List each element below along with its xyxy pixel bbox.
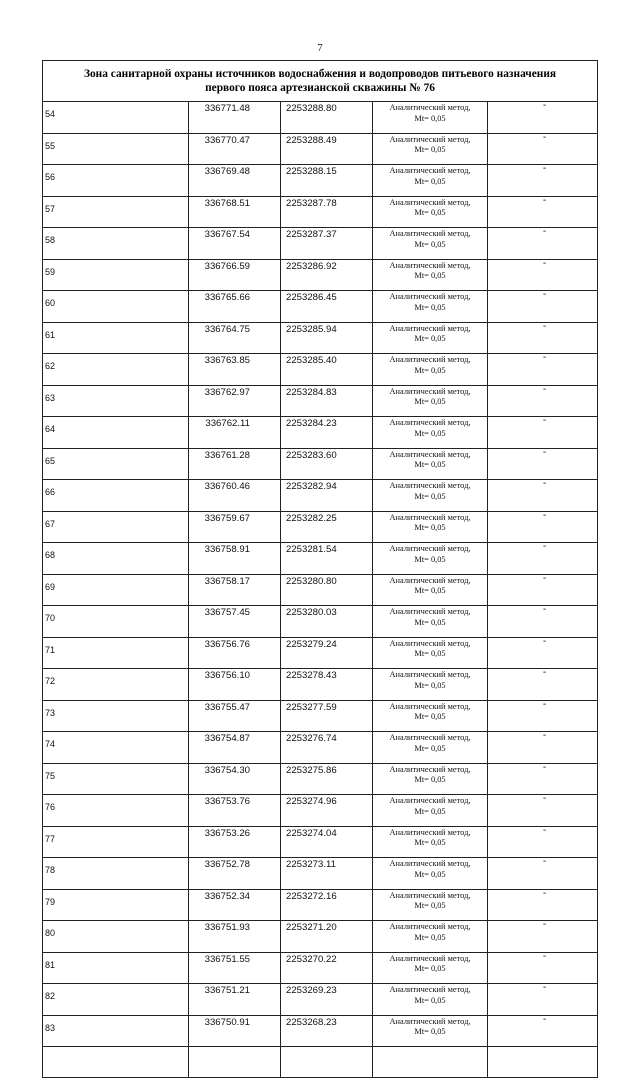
point-number: 55: [43, 133, 189, 165]
point-number: 74: [43, 732, 189, 764]
method-accuracy: Mt= 0,05: [414, 145, 446, 154]
empty-cell: [281, 1047, 373, 1078]
title-line-1: Зона санитарной охраны источников водоснабжения и водопроводов питьевого назначения: [83, 68, 557, 80]
description-cell: [488, 763, 598, 795]
coord-x: 336759.67: [189, 511, 281, 543]
coord-x: 336766.59: [189, 259, 281, 291]
coord-x: 336751.55: [189, 952, 281, 984]
dash-mark: -: [542, 889, 547, 899]
method-name: Аналитический метод,: [389, 859, 471, 868]
table-row: [43, 984, 598, 1016]
coord-x: 336760.46: [189, 480, 281, 512]
method-cell: [373, 858, 488, 890]
method-accuracy: Mt= 0,05: [414, 334, 446, 343]
method-accuracy: Mt= 0,05: [414, 460, 446, 469]
table-row: [43, 795, 598, 827]
point-number: 66: [43, 480, 189, 512]
point-number: 82: [43, 984, 189, 1016]
coord-x: 336758.17: [189, 574, 281, 606]
method-name: Аналитический метод,: [389, 418, 471, 427]
table-row: [43, 858, 598, 890]
method-accuracy: Mt= 0,05: [414, 775, 446, 784]
coord-y: 2253283.60: [281, 448, 373, 480]
table-row: [43, 637, 598, 669]
table-row: [43, 133, 598, 165]
coord-y: 2253287.37: [281, 228, 373, 260]
dash-mark: -: [542, 227, 547, 237]
coord-y: 2253274.96: [281, 795, 373, 827]
method-name: Аналитический метод,: [389, 575, 471, 585]
method-accuracy: Mt= 0,05: [414, 806, 446, 816]
description-cell: [488, 259, 598, 291]
coord-y: 2253276.74: [281, 732, 373, 764]
coord-y: 2253280.80: [281, 574, 373, 606]
description-cell: [488, 165, 598, 197]
table-row: [43, 763, 598, 795]
method-cell: [373, 952, 488, 984]
method-cell: [373, 795, 488, 827]
dash-mark: -: [542, 416, 547, 426]
coord-x: 336769.48: [189, 165, 281, 197]
description-cell: [488, 637, 598, 669]
dash-mark: -: [542, 259, 547, 269]
method-name: Аналитический метод,: [389, 796, 471, 805]
point-number: 83: [43, 1015, 189, 1047]
method-name: Аналитический метод,: [389, 229, 471, 238]
description-cell: [488, 480, 598, 512]
coord-y: 2253287.78: [281, 196, 373, 228]
description-cell: [488, 952, 598, 984]
method-accuracy: Mt= 0,05: [414, 239, 446, 249]
description-cell: [488, 1015, 598, 1047]
coord-x: 336764.75: [189, 322, 281, 354]
description-cell: [488, 574, 598, 606]
method-name: Аналитический метод,: [389, 544, 471, 553]
method-cell: [373, 417, 488, 449]
coord-x: 336762.97: [189, 385, 281, 417]
method-name: Аналитический метод,: [389, 292, 471, 301]
dash-mark: -: [542, 542, 547, 552]
coord-y: 2253288.80: [281, 102, 373, 134]
coord-x: 336768.51: [189, 196, 281, 228]
dash-mark: -: [542, 164, 547, 174]
table-row: [43, 826, 598, 858]
method-name: Аналитический метод,: [389, 733, 471, 742]
empty-cell: [189, 1047, 281, 1078]
coordinates-table: [42, 60, 598, 1078]
method-accuracy: Mt= 0,05: [414, 491, 446, 501]
table-row: [43, 511, 598, 543]
coord-x: 336757.45: [189, 606, 281, 638]
coord-x: 336750.91: [189, 1015, 281, 1047]
table-row: [43, 417, 598, 449]
coord-x: 336754.30: [189, 763, 281, 795]
coord-x: 336761.28: [189, 448, 281, 480]
coord-y: 2253275.86: [281, 763, 373, 795]
method-accuracy: Mt= 0,05: [414, 208, 446, 217]
dash-mark: -: [542, 605, 547, 615]
coord-x: 336767.54: [189, 228, 281, 260]
method-cell: [373, 1015, 488, 1047]
dash-mark: -: [542, 101, 547, 111]
method-accuracy: Mt= 0,05: [414, 838, 446, 847]
dash-mark: -: [542, 133, 547, 143]
table-row: [43, 606, 598, 638]
point-number: 65: [43, 448, 189, 480]
method-cell: [373, 165, 488, 197]
method-cell: [373, 826, 488, 858]
coord-y: 2253288.15: [281, 165, 373, 197]
dash-mark: -: [542, 511, 547, 521]
title-line-2: первого пояса артезианской скважины № 76: [205, 82, 435, 94]
method-accuracy: Mt= 0,05: [414, 901, 446, 910]
dash-mark: -: [542, 826, 547, 836]
point-number: 73: [43, 700, 189, 732]
coord-y: 2253286.92: [281, 259, 373, 291]
method-name: Аналитический метод,: [389, 355, 471, 364]
method-accuracy: Mt= 0,05: [414, 712, 446, 721]
table-row: [43, 165, 598, 197]
method-accuracy: Mt= 0,05: [414, 995, 446, 1005]
method-cell: [373, 984, 488, 1016]
method-name: Аналитический метод,: [389, 827, 471, 837]
dash-mark: -: [542, 794, 547, 804]
coord-y: 2253279.24: [281, 637, 373, 669]
coord-x: 336763.85: [189, 354, 281, 386]
method-cell: [373, 196, 488, 228]
dash-mark: -: [542, 353, 547, 363]
point-number: 61: [43, 322, 189, 354]
point-number: 80: [43, 921, 189, 953]
table-row: [43, 354, 598, 386]
method-accuracy: Mt= 0,05: [414, 302, 446, 312]
coord-y: 2253270.22: [281, 952, 373, 984]
dash-mark: -: [542, 290, 547, 300]
coord-x: 336762.11: [189, 417, 281, 449]
coord-y: 2253284.23: [281, 417, 373, 449]
coord-y: 2253282.94: [281, 480, 373, 512]
dash-mark: -: [542, 731, 547, 741]
dash-mark: -: [542, 448, 547, 458]
method-accuracy: Mt= 0,05: [414, 176, 446, 186]
method-accuracy: Mt= 0,05: [414, 554, 446, 564]
dash-mark: -: [542, 574, 547, 584]
method-cell: [373, 921, 488, 953]
method-accuracy: Mt= 0,05: [414, 428, 446, 438]
method-name: Аналитический метод,: [389, 890, 471, 900]
coord-x: 336770.47: [189, 133, 281, 165]
method-name: Аналитический метод,: [389, 512, 471, 522]
method-name: Аналитический метод,: [389, 638, 471, 648]
coord-x: 336753.76: [189, 795, 281, 827]
method-cell: [373, 480, 488, 512]
description-cell: [488, 291, 598, 323]
table-row: [43, 574, 598, 606]
method-accuracy: Mt= 0,05: [414, 869, 446, 879]
dash-mark: -: [542, 196, 547, 206]
coord-y: 2253281.54: [281, 543, 373, 575]
dash-mark: -: [542, 322, 547, 332]
method-accuracy: Mt= 0,05: [414, 680, 446, 690]
method-accuracy: Mt= 0,05: [414, 271, 446, 280]
coord-x: 336765.66: [189, 291, 281, 323]
dash-mark: -: [542, 668, 547, 678]
method-name: Аналитический метод,: [389, 481, 471, 490]
coord-y: 2253282.25: [281, 511, 373, 543]
method-accuracy: Mt= 0,05: [414, 586, 446, 595]
method-cell: [373, 448, 488, 480]
table-row: [43, 291, 598, 323]
description-cell: [488, 228, 598, 260]
coord-x: 336771.48: [189, 102, 281, 134]
method-cell: [373, 669, 488, 701]
point-number: 81: [43, 952, 189, 984]
coord-x: 336755.47: [189, 700, 281, 732]
point-number: 64: [43, 417, 189, 449]
method-accuracy: Mt= 0,05: [414, 964, 446, 973]
point-number: 57: [43, 196, 189, 228]
point-number: 77: [43, 826, 189, 858]
method-cell: [373, 354, 488, 386]
table-title: [43, 61, 598, 102]
table-header-row: [43, 61, 598, 102]
method-name: Аналитический метод,: [389, 386, 471, 396]
method-name: Аналитический метод,: [389, 449, 471, 459]
coord-x: 336758.91: [189, 543, 281, 575]
method-accuracy: Mt= 0,05: [414, 397, 446, 406]
method-accuracy: Mt= 0,05: [414, 1027, 446, 1036]
description-cell: [488, 795, 598, 827]
coord-x: 336752.34: [189, 889, 281, 921]
description-cell: [488, 543, 598, 575]
method-accuracy: Mt= 0,05: [414, 743, 446, 753]
dash-mark: -: [542, 983, 547, 993]
dash-mark: -: [542, 952, 547, 962]
method-name: Аналитический метод,: [389, 607, 471, 616]
table-row: [43, 669, 598, 701]
table-row: [43, 732, 598, 764]
method-name: Аналитический метод,: [389, 701, 471, 711]
coord-y: 2253280.03: [281, 606, 373, 638]
description-cell: [488, 511, 598, 543]
method-cell: [373, 637, 488, 669]
description-cell: [488, 417, 598, 449]
method-cell: [373, 385, 488, 417]
dash-mark: -: [542, 920, 547, 930]
point-number: 79: [43, 889, 189, 921]
method-cell: [373, 543, 488, 575]
description-cell: [488, 669, 598, 701]
table-row: [43, 952, 598, 984]
method-name: Аналитический метод,: [389, 260, 471, 270]
table-row: [43, 102, 598, 134]
description-cell: [488, 385, 598, 417]
description-cell: [488, 354, 598, 386]
method-name: Аналитический метод,: [389, 197, 471, 207]
description-cell: [488, 322, 598, 354]
method-cell: [373, 291, 488, 323]
coord-y: 2253269.23: [281, 984, 373, 1016]
table-row: [43, 228, 598, 260]
table-footer-row: [43, 1047, 598, 1078]
coord-y: 2253286.45: [281, 291, 373, 323]
method-name: Аналитический метод,: [389, 922, 471, 931]
description-cell: [488, 732, 598, 764]
method-name: Аналитический метод,: [389, 985, 471, 994]
coord-y: 2253284.83: [281, 385, 373, 417]
method-accuracy: Mt= 0,05: [414, 649, 446, 658]
point-number: 75: [43, 763, 189, 795]
point-number: 68: [43, 543, 189, 575]
method-cell: [373, 700, 488, 732]
dash-mark: -: [542, 637, 547, 647]
point-number: 72: [43, 669, 189, 701]
table-row: [43, 543, 598, 575]
coord-x: 336751.93: [189, 921, 281, 953]
dash-mark: -: [542, 479, 547, 489]
table-row: [43, 448, 598, 480]
method-name: Аналитический метод,: [389, 134, 471, 144]
description-cell: [488, 984, 598, 1016]
description-cell: [488, 826, 598, 858]
coord-x: 336754.87: [189, 732, 281, 764]
table-row: [43, 1015, 598, 1047]
method-name: Аналитический метод,: [389, 103, 471, 112]
method-name: Аналитический метод,: [389, 166, 471, 175]
point-number: 70: [43, 606, 189, 638]
method-cell: [373, 574, 488, 606]
method-cell: [373, 322, 488, 354]
description-cell: [488, 196, 598, 228]
coord-x: 336751.21: [189, 984, 281, 1016]
coord-y: 2253285.94: [281, 322, 373, 354]
point-number: 59: [43, 259, 189, 291]
method-name: Аналитический метод,: [389, 323, 471, 333]
coord-y: 2253285.40: [281, 354, 373, 386]
description-cell: [488, 102, 598, 134]
method-cell: [373, 133, 488, 165]
point-number: 58: [43, 228, 189, 260]
table-row: [43, 385, 598, 417]
point-number: 78: [43, 858, 189, 890]
empty-cell: [43, 1047, 189, 1078]
table-row: [43, 480, 598, 512]
point-number: 76: [43, 795, 189, 827]
description-cell: [488, 858, 598, 890]
coord-x: 336756.76: [189, 637, 281, 669]
dash-mark: -: [542, 763, 547, 773]
table-row: [43, 259, 598, 291]
description-cell: [488, 606, 598, 638]
method-accuracy: Mt= 0,05: [414, 113, 446, 123]
point-number: 67: [43, 511, 189, 543]
method-cell: [373, 732, 488, 764]
coord-x: 336753.26: [189, 826, 281, 858]
empty-cell: [488, 1047, 598, 1078]
method-accuracy: Mt= 0,05: [414, 523, 446, 532]
point-number: 60: [43, 291, 189, 323]
table-row: [43, 700, 598, 732]
point-number: 69: [43, 574, 189, 606]
method-cell: [373, 606, 488, 638]
coord-x: 336752.78: [189, 858, 281, 890]
dash-mark: -: [542, 857, 547, 867]
dash-mark: -: [542, 1015, 547, 1025]
dash-mark: -: [542, 385, 547, 395]
point-number: 56: [43, 165, 189, 197]
method-name: Аналитический метод,: [389, 764, 471, 774]
page-number: 7: [317, 42, 323, 54]
method-name: Аналитический метод,: [389, 670, 471, 679]
coord-y: 2253272.16: [281, 889, 373, 921]
coord-y: 2253268.23: [281, 1015, 373, 1047]
table-row: [43, 322, 598, 354]
table-row: [43, 196, 598, 228]
method-cell: [373, 102, 488, 134]
coord-y: 2253271.20: [281, 921, 373, 953]
coord-y: 2253273.11: [281, 858, 373, 890]
method-cell: [373, 511, 488, 543]
method-name: Аналитический метод,: [389, 953, 471, 963]
method-name: Аналитический метод,: [389, 1016, 471, 1026]
point-number: 63: [43, 385, 189, 417]
coord-x: 336756.10: [189, 669, 281, 701]
table-row: [43, 921, 598, 953]
method-cell: [373, 763, 488, 795]
coord-y: 2253277.59: [281, 700, 373, 732]
description-cell: [488, 700, 598, 732]
method-accuracy: Mt= 0,05: [414, 617, 446, 627]
description-cell: [488, 448, 598, 480]
point-number: 71: [43, 637, 189, 669]
coord-y: 2253278.43: [281, 669, 373, 701]
point-number: 62: [43, 354, 189, 386]
empty-cell: [373, 1047, 488, 1078]
method-cell: [373, 228, 488, 260]
point-number: 54: [43, 102, 189, 134]
method-accuracy: Mt= 0,05: [414, 932, 446, 942]
description-cell: [488, 921, 598, 953]
coord-y: 2253274.04: [281, 826, 373, 858]
description-cell: [488, 133, 598, 165]
method-accuracy: Mt= 0,05: [414, 365, 446, 375]
coord-y: 2253288.49: [281, 133, 373, 165]
method-cell: [373, 259, 488, 291]
dash-mark: -: [542, 700, 547, 710]
